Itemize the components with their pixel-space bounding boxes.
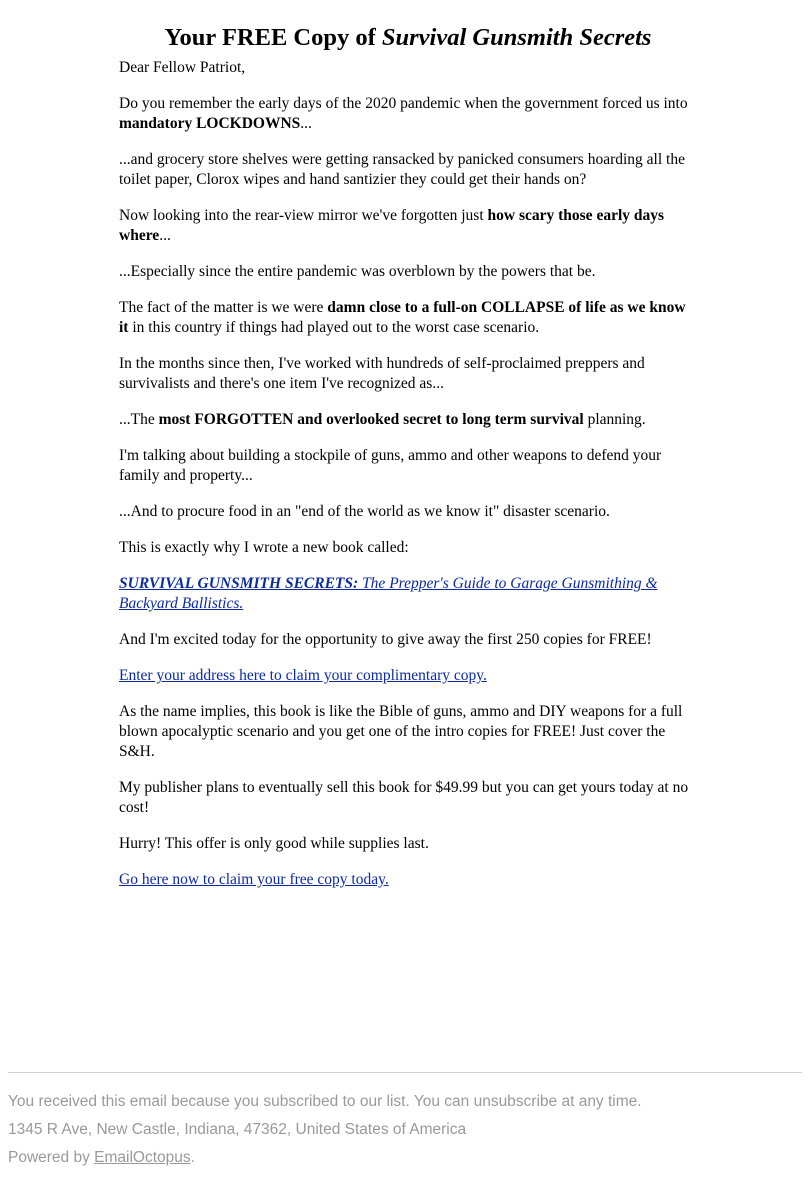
p7-bold: most FORGOTTEN and overlooked secret to long term survival xyxy=(158,411,584,428)
book-link-title: SURVIVAL GUNSMITH SECRETS: xyxy=(119,575,359,592)
paragraph-preppers: In the months since then, I've worked with hundreds of self-proclaimed preppers and survivalists and there's one item I've recognized as... xyxy=(119,355,645,392)
p5-bold: damn close to a full-on COLLAPSE of life as we know it xyxy=(119,299,686,336)
book-link-paragraph xyxy=(119,574,691,614)
paragraph-collapse xyxy=(119,298,691,338)
claim-free-copy-link[interactable]: Go here now to claim your free copy today. xyxy=(119,871,389,888)
paragraph-bible: As the name implies, this book is like the Bible of guns, ammo and DIY weapons for a full blown apocalyptic scenario and you get one of the intro copies for FREE! Just cover the S&H. xyxy=(119,703,683,760)
paragraph-new-book: This is exactly why I wrote a new book called: xyxy=(119,539,409,556)
headline-book-title: Survival Gunsmith Secrets xyxy=(381,24,652,51)
p3-text-a: Now looking into the rear-view mirror we've forgotten just xyxy=(119,207,488,224)
emailoctopus-link[interactable]: EmailOctopus xyxy=(94,1149,191,1166)
email-footer xyxy=(8,1072,802,1166)
p1-bold: mandatory LOCKDOWNS xyxy=(119,115,301,132)
paragraph-price: My publisher plans to eventually sell this book for $49.99 but you can get yours today at no cost! xyxy=(119,779,689,816)
p5-text-a: The fact of the matter is we were xyxy=(119,299,328,316)
final-link-paragraph xyxy=(119,870,691,890)
greeting: Dear Fellow Patriot, xyxy=(119,59,246,76)
paragraph-stockpile: I'm talking about building a stockpile of guns, ammo and other weapons to defend your family and property... xyxy=(119,447,662,484)
headline-prefix: Your FREE Copy of xyxy=(164,24,382,51)
paragraph-grocery: ...and grocery store shelves were getting ransacked by panicked consumers hoarding all the toilet paper, Clorox wipes and hand santizier they could get their hands on? xyxy=(119,151,685,188)
p1-text-c: ... xyxy=(300,115,312,132)
paragraph-rearview xyxy=(119,206,691,246)
paragraph-overblown: ...Especially since the entire pandemic was overblown by the powers that be. xyxy=(119,263,596,280)
book-link-subtitle: The Prepper's Guide to Garage Gunsmithing & Backyard Ballistics. xyxy=(119,575,658,612)
book-title-link[interactable] xyxy=(119,575,658,612)
paragraph-lockdowns xyxy=(119,94,691,134)
footer-address: 1345 R Ave, New Castle, Indiana, 47362, United States of America xyxy=(8,1121,467,1138)
powered-by-suffix: . xyxy=(190,1149,195,1166)
email-body xyxy=(119,22,691,906)
p7-text-c: planning. xyxy=(583,411,646,428)
p1-text-a: Do you remember the early days of the 2020 pandemic when the government forced us into xyxy=(119,95,688,112)
p3-bold: how scary those early days where xyxy=(119,207,665,244)
paragraph-forgotten xyxy=(119,410,691,430)
paragraph-giveaway: And I'm excited today for the opportunity to give away the first 250 copies for FREE! xyxy=(119,631,652,648)
footer-powered-by xyxy=(8,1151,195,1165)
p3-text-c: ... xyxy=(159,227,171,244)
powered-by-prefix: Powered by xyxy=(8,1149,95,1166)
footer-subscribed-note: You received this email because you subscribed to our list. You can unsubscribe at any time. xyxy=(8,1093,642,1110)
paragraph-procure-food: ...And to procure food in an "end of the world as we know it" disaster scenario. xyxy=(119,503,610,520)
p7-text-a: ...The xyxy=(119,411,159,428)
p5-text-c: in this country if things had played out to the worst case scenario. xyxy=(128,319,540,336)
claim-link-paragraph xyxy=(119,666,691,686)
claim-address-link[interactable]: Enter your address here to claim your complimentary copy. xyxy=(119,667,487,684)
headline xyxy=(118,22,698,54)
paragraph-hurry: Hurry! This offer is only good while supplies last. xyxy=(119,835,429,852)
